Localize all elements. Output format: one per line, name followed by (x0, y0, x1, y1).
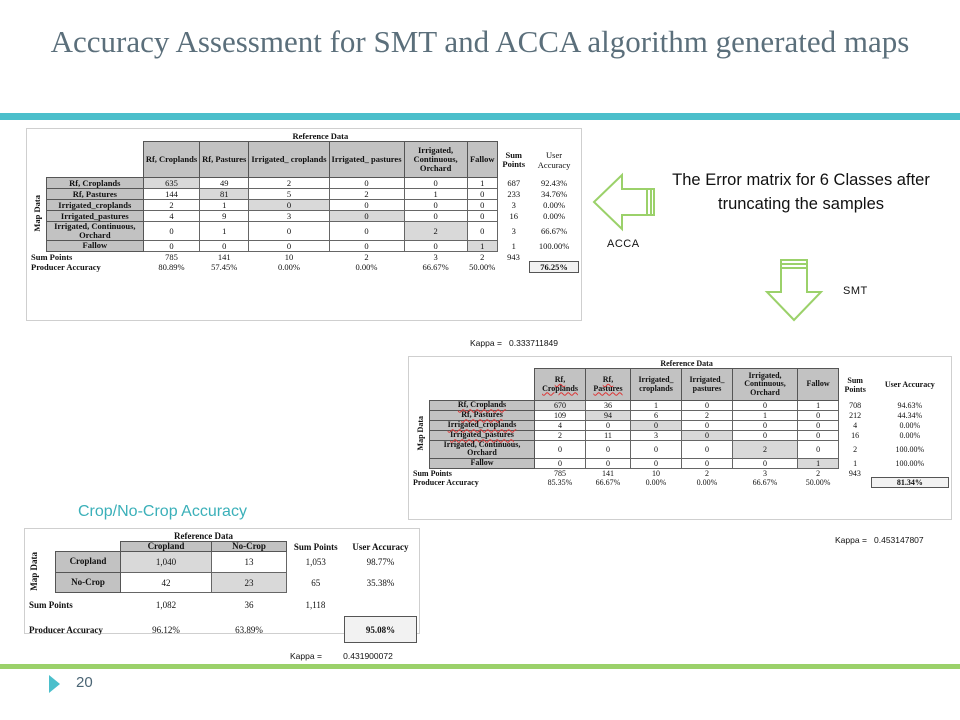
matrix-cell: 0 (404, 200, 467, 211)
smt-arrow-icon (764, 258, 824, 322)
matrix-cell: 0 (200, 240, 249, 251)
reference-data-header: Reference Data (173, 531, 234, 541)
kappa-label: Kappa = (290, 651, 322, 661)
matrix-cell: 0 (733, 421, 798, 431)
column-sum: 141 (602, 468, 614, 478)
user-accuracy: 98.77% (366, 557, 395, 568)
row-sum: 1 (853, 458, 858, 468)
class-header: Rf, Croplands (143, 142, 199, 178)
matrix-cell: 1 (200, 222, 249, 241)
matrix-cell: 0 (733, 401, 798, 411)
row-sum: 4 (853, 421, 858, 430)
row-sum: 212 (849, 411, 862, 420)
matrix-cell: 0 (682, 441, 733, 459)
producer-accuracy: 66.67% (422, 262, 449, 273)
matrix-cell: 5 (249, 189, 329, 200)
matrix-cell: 1 (467, 178, 497, 189)
matrix-cell: 81 (200, 189, 249, 200)
column-sum: 1,082 (155, 599, 177, 610)
row-header: Fallow (430, 458, 535, 468)
crop-no-crop-matrix (24, 528, 420, 634)
matrix-cell: 3 (631, 431, 682, 441)
sum-points-row-label: Sum Points (31, 251, 73, 262)
map-data-label: Map Data (32, 195, 43, 232)
class-header: No-Crop (212, 542, 287, 552)
matrix-cell: 0 (467, 211, 497, 222)
sum-points-row-label: Sum Points (29, 599, 73, 610)
matrix-cell: 1 (404, 189, 467, 200)
producer-accuracy: 96.12% (152, 624, 180, 635)
smt-error-matrix (408, 356, 952, 520)
row-sum: 65 (311, 577, 321, 588)
kappa-label: Kappa = (835, 535, 867, 545)
producer-accuracy: 0.00% (696, 478, 718, 488)
matrix-cell: 0 (586, 441, 631, 459)
row-header: Irrigated_croplands (46, 200, 143, 211)
class-header: Rf, Pastures (200, 142, 249, 178)
row-sum: 708 (849, 401, 862, 410)
user-accuracy: 44.34% (897, 411, 923, 420)
class-header: Irrigated, Continuous, Orchard (404, 142, 467, 178)
matrix-cell: 0 (798, 421, 839, 431)
producer-accuracy: 80.89% (158, 262, 185, 273)
matrix-cell: 0 (631, 441, 682, 459)
class-header: Irrigated_ croplands (249, 142, 329, 178)
sum-points-row-label: Sum Points (413, 468, 452, 478)
matrix-cell: 9 (200, 211, 249, 222)
class-header: Irrigated_ pastures (329, 142, 404, 178)
matrix-cell: 23 (212, 572, 287, 592)
matrix-cell: 2 (535, 431, 586, 441)
producer-accuracy: 0.00% (645, 478, 667, 488)
matrix-cell: 36 (586, 401, 631, 411)
matrix-cell: 0 (329, 222, 404, 241)
column-sum: 2 (705, 468, 709, 478)
acca-error-matrix (26, 128, 582, 321)
column-sum: 2 (364, 251, 369, 262)
matrix-cell: 3 (249, 211, 329, 222)
matrix-cell: 0 (467, 200, 497, 211)
row-sum: 16 (509, 211, 518, 221)
column-sum: 2 (480, 251, 485, 262)
row-header: Rf, Croplands (430, 401, 535, 411)
row-header: Fallow (46, 240, 143, 251)
class-header: Irrigated, Continuous, Orchard (733, 369, 798, 401)
row-sum: 3 (511, 225, 516, 236)
matrix-cell: 0 (682, 458, 733, 468)
row-header: No-Crop (56, 572, 121, 592)
row-sum: 233 (507, 189, 521, 199)
user-accuracy: 0.00% (543, 200, 566, 210)
acca-arrow-icon (592, 172, 656, 232)
map-data-label: Map Data (415, 416, 425, 451)
row-header: Irrigated, Continuous, Orchard (46, 222, 143, 241)
matrix-cell: 0 (143, 222, 199, 241)
producer-accuracy-label: Producer Accuracy (413, 478, 479, 488)
matrix-cell: 0 (404, 178, 467, 189)
producer-accuracy-label: Producer Accuracy (29, 624, 103, 635)
producer-accuracy: 66.67% (595, 478, 621, 488)
user-accuracy: 100.00% (538, 240, 570, 251)
producer-accuracy: 0.00% (277, 262, 300, 273)
matrix-cell: 1 (733, 411, 798, 421)
user-accuracy: 94.63% (897, 401, 923, 410)
acca-kappa (470, 338, 558, 348)
class-header: Irrigated_ croplands (631, 369, 682, 401)
matrix-cell: 0 (798, 411, 839, 421)
smt-label: SMT (843, 285, 868, 297)
row-header: Cropland (56, 552, 121, 572)
kappa-value: 0.431900072 (343, 651, 393, 661)
top-accent-bar (0, 113, 960, 120)
overall-accuracy: 76.25% (530, 262, 579, 273)
row-header: Rf, Pastures (430, 411, 535, 421)
matrix-cell: 0 (467, 222, 497, 241)
user-accuracy: 100.00% (895, 458, 925, 468)
matrix-cell: 0 (249, 240, 329, 251)
matrix-cell: 49 (200, 178, 249, 189)
row-sum: 3 (511, 200, 516, 210)
crop-no-crop-title: Crop/No-Crop Accuracy (78, 503, 247, 520)
slide-title: Accuracy Assessment for SMT and ACCA algorithm generated maps (50, 24, 910, 59)
user-accuracy: 0.00% (543, 211, 566, 221)
bottom-accent-bar (0, 664, 960, 669)
column-sum: 3 (763, 468, 767, 478)
matrix-cell: 0 (631, 421, 682, 431)
matrix-cell: 0 (798, 441, 839, 459)
matrix-cell: 0 (733, 431, 798, 441)
matrix-cell: 0 (586, 421, 631, 431)
producer-accuracy: 50.00% (805, 478, 831, 488)
matrix-cell: 0 (329, 200, 404, 211)
kappa-label: Kappa = (470, 338, 502, 348)
page-number: 20 (76, 674, 93, 691)
column-sum: 2 (816, 468, 821, 478)
class-header: Rf, Croplands (535, 369, 586, 401)
producer-accuracy: 0.00% (355, 262, 378, 273)
matrix-cell: 0 (249, 200, 329, 211)
matrix-cell: 1 (200, 200, 249, 211)
user-accuracy: 100.00% (895, 444, 925, 454)
map-data-label: Map Data (29, 551, 39, 591)
sum-points-header: Sum Points (293, 541, 338, 552)
row-sum: 1 (511, 240, 516, 251)
matrix-cell: 1 (467, 240, 497, 251)
row-sum: 687 (507, 178, 521, 188)
matrix-cell: 1 (631, 401, 682, 411)
matrix-cell: 0 (329, 240, 404, 251)
matrix-cell: 0 (329, 211, 404, 222)
matrix-cell: 0 (682, 401, 733, 411)
matrix-cell: 0 (404, 240, 467, 251)
matrix-cell: 0 (143, 240, 199, 251)
matrix-cell: 0 (535, 441, 586, 459)
row-sum: 16 (851, 431, 860, 440)
matrix-cell: 0 (535, 458, 586, 468)
matrix-cell: 0 (682, 421, 733, 431)
error-matrix-description: The Error matrix for 6 Classes after truncating the samples (672, 171, 930, 213)
sum-points-header: Sum Points (844, 375, 866, 394)
column-sum: 10 (652, 468, 660, 478)
matrix-cell: 144 (143, 189, 199, 200)
class-header: Irrigated_ pastures (682, 369, 733, 401)
matrix-cell: 0 (733, 458, 798, 468)
matrix-cell: 1 (798, 458, 839, 468)
matrix-cell: 6 (631, 411, 682, 421)
matrix-cell: 2 (682, 411, 733, 421)
matrix-cell: 4 (535, 421, 586, 431)
reference-data-header: Reference Data (292, 131, 349, 141)
kappa-value: 0.333711849 (509, 338, 559, 348)
producer-accuracy: 85.35% (547, 478, 573, 488)
overall-accuracy: 95.08% (344, 617, 416, 643)
user-accuracy: 35.38% (366, 577, 395, 588)
row-header: Irrigated, Continuous, Orchard (430, 441, 535, 459)
matrix-cell: 0 (329, 178, 404, 189)
matrix-cell: 0 (467, 189, 497, 200)
matrix-cell: 0 (682, 431, 733, 441)
class-header: Fallow (798, 369, 839, 401)
row-sum: 2 (853, 444, 858, 454)
user-accuracy-header: User Accuracy (352, 541, 409, 552)
producer-accuracy: 66.67% (752, 478, 778, 488)
column-sum: 10 (284, 251, 294, 262)
column-sum: 3 (433, 251, 438, 262)
matrix-cell: 0 (798, 431, 839, 441)
matrix-cell: 2 (143, 200, 199, 211)
page-marker-icon (49, 675, 60, 693)
matrix-cell: 13 (212, 552, 287, 572)
sum-points-header: Sum Points (497, 142, 529, 178)
class-header: Fallow (467, 142, 497, 178)
kappa-value: 0.453147807 (874, 535, 924, 545)
reference-data-header: Reference Data (660, 359, 713, 368)
matrix-cell: 42 (121, 572, 212, 592)
column-sum: 785 (165, 251, 178, 262)
producer-accuracy: 63.89% (235, 624, 263, 635)
producer-accuracy-label: Producer Accuracy (31, 262, 101, 273)
producer-accuracy: 57.45% (211, 262, 238, 273)
overall-accuracy: 81.34% (871, 478, 948, 488)
row-header: Irrigated_croplands (430, 421, 535, 431)
grand-total: 1,118 (305, 599, 326, 610)
row-header: Irrigated_pastures (46, 211, 143, 222)
grand-total: 943 (507, 251, 520, 262)
matrix-cell: 4 (143, 211, 199, 222)
acca-label: ACCA (607, 238, 640, 250)
matrix-cell: 0 (404, 211, 467, 222)
user-accuracy: 0.00% (899, 431, 921, 440)
row-header: Irrigated_pastures (430, 431, 535, 441)
user-accuracy: 66.67% (540, 225, 568, 236)
column-sum: 141 (217, 251, 231, 262)
matrix-cell: 2 (329, 189, 404, 200)
matrix-cell: 1,040 (121, 552, 212, 572)
matrix-cell: 94 (586, 411, 631, 421)
matrix-cell: 0 (586, 458, 631, 468)
matrix-cell: 635 (143, 178, 199, 189)
matrix-cell: 2 (733, 441, 798, 459)
producer-accuracy: 50.00% (469, 262, 496, 273)
matrix-cell: 2 (249, 178, 329, 189)
crop-kappa (290, 651, 393, 661)
user-accuracy: 34.76% (540, 189, 568, 199)
matrix-cell: 11 (586, 431, 631, 441)
column-sum: 785 (554, 468, 566, 478)
matrix-cell: 2 (404, 222, 467, 241)
class-header: Cropland (121, 542, 212, 552)
column-sum: 36 (244, 599, 254, 610)
matrix-cell: 0 (249, 222, 329, 241)
matrix-cell: 1 (798, 401, 839, 411)
row-header: Rf, Pastures (46, 189, 143, 200)
row-header: Rf, Croplands (46, 178, 143, 189)
user-accuracy: 92.43% (540, 178, 568, 188)
row-sum: 1,053 (305, 557, 326, 568)
matrix-cell: 109 (535, 411, 586, 421)
user-accuracy: 0.00% (899, 421, 921, 430)
user-accuracy-header: User Accuracy (884, 380, 935, 389)
user-accuracy-header: User Accuracy (537, 149, 571, 170)
matrix-cell: 670 (535, 401, 586, 411)
matrix-cell: 0 (631, 458, 682, 468)
class-header: Rf, Pastures (586, 369, 631, 401)
smt-kappa (835, 535, 924, 545)
grand-total: 943 (848, 468, 861, 478)
